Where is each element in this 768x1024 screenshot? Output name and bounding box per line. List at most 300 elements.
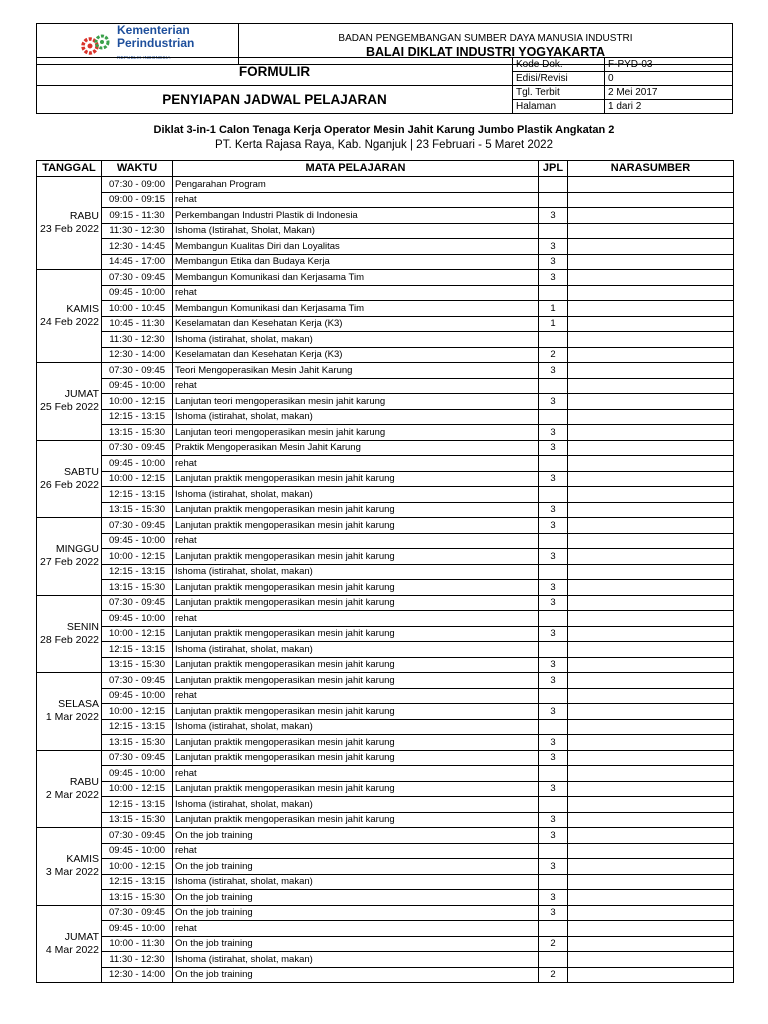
time-cell: 12:15 - 13:15 (102, 719, 173, 735)
narasumber-cell (568, 471, 734, 487)
schedule-row (37, 177, 734, 193)
narasumber-cell (568, 208, 734, 224)
schedule-row (37, 719, 734, 735)
schedule-row (37, 642, 734, 658)
date-cell (37, 750, 102, 828)
time-cell: 10:00 - 12:15 (102, 471, 173, 487)
day-name: RABU (69, 210, 99, 222)
jpl-cell: 3 (539, 394, 568, 410)
jpl-cell (539, 952, 568, 968)
jpl-cell (539, 456, 568, 472)
jpl-cell (539, 766, 568, 782)
meta-value-terbit: 2 Mei 2017 (605, 86, 733, 100)
time-cell: 12:15 - 13:15 (102, 797, 173, 813)
jpl-cell: 3 (539, 518, 568, 534)
jpl-cell (539, 285, 568, 301)
day-date: 24 Feb 2022 (40, 316, 99, 328)
gear-logo-icon (79, 32, 113, 56)
col-header-mata-pelajaran: MATA PELAJARAN (173, 161, 539, 177)
time-cell: 10:00 - 12:15 (102, 781, 173, 797)
schedule-row (37, 254, 734, 270)
schedule-row (37, 874, 734, 890)
schedule-header-row (37, 161, 734, 177)
narasumber-cell (568, 270, 734, 286)
narasumber-cell (568, 285, 734, 301)
day-date: 27 Feb 2022 (40, 556, 99, 569)
org-line-1: BADAN PENGEMBANGAN SUMBER DAYA MANUSIA INDUSTRI (338, 32, 633, 44)
schedule-row (37, 192, 734, 208)
subject-cell: Lanjutan praktik mengoperasikan mesin jahit karung (173, 471, 539, 487)
narasumber-cell (568, 626, 734, 642)
narasumber-cell (568, 735, 734, 751)
jpl-cell: 3 (539, 781, 568, 797)
subject-cell: Keselamatan dan Kesehatan Kerja (K3) (173, 347, 539, 363)
jpl-cell: 3 (539, 626, 568, 642)
narasumber-cell (568, 239, 734, 255)
narasumber-cell (568, 688, 734, 704)
jpl-cell: 3 (539, 673, 568, 689)
subject-cell: Praktik Mengoperasikan Mesin Jahit Karung (173, 440, 539, 456)
schedule-row (37, 223, 734, 239)
jpl-cell (539, 177, 568, 193)
jpl-cell: 3 (539, 750, 568, 766)
subject-cell: On the job training (173, 890, 539, 906)
schedule-row (37, 890, 734, 906)
subject-cell: Lanjutan teori mengoperasikan mesin jahit karung (173, 394, 539, 410)
date-cell (37, 177, 102, 270)
course-location-dates: PT. Kerta Rajasa Raya, Kab. Nganjuk | 23 Februari - 5 Maret 2022 (215, 139, 553, 151)
subject-cell: Ishoma (istirahat, sholat, makan) (173, 332, 539, 348)
schedule-row (37, 905, 734, 921)
subject-cell: Membangun Komunikasi dan Kerjasama Tim (173, 270, 539, 286)
jpl-cell: 1 (539, 316, 568, 332)
subject-cell: Ishoma (istirahat, sholat, makan) (173, 564, 539, 580)
logo-line-1: Kementerian (117, 23, 190, 37)
jpl-cell: 3 (539, 735, 568, 751)
narasumber-cell (568, 378, 734, 394)
date-cell (37, 440, 102, 518)
subject-cell: rehat (173, 766, 539, 782)
schedule-row (37, 301, 734, 317)
subject-cell: Lanjutan praktik mengoperasikan mesin jahit karung (173, 673, 539, 689)
narasumber-cell (568, 642, 734, 658)
day-name: SENIN (66, 620, 99, 633)
schedule-row (37, 657, 734, 673)
day-name: MINGGU (55, 543, 99, 556)
day-date: 28 Feb 2022 (40, 633, 99, 646)
subject-cell: Pengarahan Program (173, 177, 539, 193)
subject-cell: Ishoma (Istirahat, Sholat, Makan) (173, 223, 539, 239)
time-cell: 09:45 - 10:00 (102, 533, 173, 549)
narasumber-cell (568, 874, 734, 890)
narasumber-cell (568, 347, 734, 363)
schedule-row (37, 750, 734, 766)
meta-label-kode: Kode Dok. (513, 58, 605, 72)
narasumber-cell (568, 580, 734, 596)
schedule-row (37, 425, 734, 441)
day-date: 26 Feb 2022 (40, 478, 99, 491)
narasumber-cell (568, 781, 734, 797)
jpl-cell: 3 (539, 471, 568, 487)
day-name: KAMIS (66, 303, 99, 315)
narasumber-cell (568, 549, 734, 565)
time-cell: 07:30 - 09:00 (102, 177, 173, 193)
time-cell: 14:45 - 17:00 (102, 254, 173, 270)
logo-line-2: Perindustrian (117, 36, 195, 50)
meta-value-halaman: 1 dari 2 (605, 100, 733, 114)
time-cell: 11:30 - 12:30 (102, 952, 173, 968)
meta-label-halaman: Halaman (513, 100, 605, 114)
subject-cell: Ishoma (istirahat, sholat, makan) (173, 874, 539, 890)
narasumber-cell (568, 797, 734, 813)
jpl-cell: 3 (539, 657, 568, 673)
day-date: 4 Mar 2022 (45, 943, 99, 956)
time-cell: 10:00 - 12:15 (102, 859, 173, 875)
schedule-row (37, 781, 734, 797)
meta-label-edisi: Edisi/Revisi (513, 72, 605, 86)
jpl-cell: 2 (539, 936, 568, 952)
narasumber-cell (568, 533, 734, 549)
narasumber-cell (568, 316, 734, 332)
date-cell (37, 270, 102, 363)
schedule-row (37, 363, 734, 379)
schedule-row (37, 502, 734, 518)
schedule-row (37, 735, 734, 751)
subject-cell: Lanjutan praktik mengoperasikan mesin jahit karung (173, 781, 539, 797)
time-cell: 13:15 - 15:30 (102, 812, 173, 828)
narasumber-cell (568, 890, 734, 906)
date-cell (37, 595, 102, 673)
narasumber-cell (568, 223, 734, 239)
jpl-cell: 3 (539, 580, 568, 596)
time-cell: 13:15 - 15:30 (102, 425, 173, 441)
narasumber-cell (568, 704, 734, 720)
schedule-row (37, 332, 734, 348)
narasumber-cell (568, 673, 734, 689)
jpl-cell (539, 688, 568, 704)
narasumber-cell (568, 936, 734, 952)
col-header-jpl: JPL (539, 161, 568, 177)
subject-cell: On the job training (173, 936, 539, 952)
schedule-row (37, 859, 734, 875)
logo-line-3: REPUBLIK INDONESIA (117, 55, 171, 60)
time-cell: 09:45 - 10:00 (102, 921, 173, 937)
narasumber-cell (568, 409, 734, 425)
jpl-cell: 3 (539, 425, 568, 441)
narasumber-cell (568, 595, 734, 611)
jpl-cell (539, 642, 568, 658)
schedule-row (37, 812, 734, 828)
narasumber-cell (568, 812, 734, 828)
narasumber-cell (568, 518, 734, 534)
jpl-cell (539, 797, 568, 813)
time-cell: 10:00 - 12:15 (102, 394, 173, 410)
time-cell: 10:00 - 12:15 (102, 704, 173, 720)
time-cell: 13:15 - 15:30 (102, 735, 173, 751)
schedule-row (37, 704, 734, 720)
time-cell: 07:30 - 09:45 (102, 595, 173, 611)
day-name: JUMAT (64, 388, 99, 401)
narasumber-cell (568, 967, 734, 983)
narasumber-cell (568, 456, 734, 472)
time-cell: 09:45 - 10:00 (102, 688, 173, 704)
subject-cell: Perkembangan Industri Plastik di Indonesia (173, 208, 539, 224)
subject-cell: Keselamatan dan Kesehatan Kerja (K3) (173, 316, 539, 332)
subject-cell: rehat (173, 533, 539, 549)
schedule-row (37, 611, 734, 627)
jpl-cell: 3 (539, 828, 568, 844)
schedule-row (37, 239, 734, 255)
subject-cell: Lanjutan praktik mengoperasikan mesin jahit karung (173, 704, 539, 720)
time-cell: 07:30 - 09:45 (102, 518, 173, 534)
subject-cell: rehat (173, 843, 539, 859)
subject-cell: Lanjutan praktik mengoperasikan mesin jahit karung (173, 549, 539, 565)
time-cell: 10:00 - 10:45 (102, 301, 173, 317)
schedule-table (36, 160, 734, 983)
narasumber-cell (568, 177, 734, 193)
time-cell: 09:45 - 10:00 (102, 766, 173, 782)
subject-cell: rehat (173, 611, 539, 627)
schedule-row (37, 936, 734, 952)
day-name: JUMAT (64, 930, 99, 943)
jpl-cell (539, 192, 568, 208)
narasumber-cell (568, 859, 734, 875)
subject-cell: Lanjutan praktik mengoperasikan mesin jahit karung (173, 502, 539, 518)
date-cell (37, 363, 102, 441)
schedule-row (37, 270, 734, 286)
schedule-row (37, 394, 734, 410)
schedule-row (37, 440, 734, 456)
day-name: RABU (69, 775, 99, 788)
subject-cell: On the job training (173, 828, 539, 844)
time-cell: 09:15 - 11:30 (102, 208, 173, 224)
day-date: 2 Mar 2022 (45, 788, 99, 801)
schedule-row (37, 456, 734, 472)
subject-cell: Membangun Etika dan Budaya Kerja (173, 254, 539, 270)
jpl-cell (539, 533, 568, 549)
time-cell: 12:15 - 13:15 (102, 874, 173, 890)
jpl-cell: 3 (539, 905, 568, 921)
jpl-cell: 3 (539, 595, 568, 611)
schedule-row (37, 580, 734, 596)
subject-cell: Lanjutan praktik mengoperasikan mesin jahit karung (173, 812, 539, 828)
date-cell (37, 828, 102, 906)
time-cell: 12:15 - 13:15 (102, 564, 173, 580)
narasumber-cell (568, 254, 734, 270)
time-cell: 12:30 - 14:00 (102, 347, 173, 363)
narasumber-cell (568, 487, 734, 503)
time-cell: 07:30 - 09:45 (102, 440, 173, 456)
col-header-tanggal: TANGGAL (37, 161, 102, 177)
narasumber-cell (568, 921, 734, 937)
schedule-row (37, 626, 734, 642)
schedule-row (37, 797, 734, 813)
day-date: 23 Feb 2022 (40, 223, 99, 235)
date-cell (37, 905, 102, 983)
course-title: Diklat 3-in-1 Calon Tenaga Kerja Operator Mesin Jahit Karung Jumbo Plastik Angkatan 2 (153, 124, 615, 136)
jpl-cell (539, 487, 568, 503)
jpl-cell (539, 332, 568, 348)
formulir-title: FORMULIR (37, 58, 513, 86)
subject-cell: Ishoma (istirahat, sholat, makan) (173, 797, 539, 813)
jpl-cell: 1 (539, 301, 568, 317)
schedule-row (37, 533, 734, 549)
subject-cell: Ishoma (istirahat, sholat, makan) (173, 409, 539, 425)
narasumber-cell (568, 828, 734, 844)
time-cell: 12:15 - 13:15 (102, 409, 173, 425)
subject-cell: rehat (173, 688, 539, 704)
schedule-row (37, 595, 734, 611)
time-cell: 13:15 - 15:30 (102, 580, 173, 596)
schedule-row (37, 378, 734, 394)
jpl-cell: 3 (539, 704, 568, 720)
time-cell: 13:15 - 15:30 (102, 502, 173, 518)
narasumber-cell (568, 843, 734, 859)
jpl-cell: 3 (539, 440, 568, 456)
subject-cell: rehat (173, 378, 539, 394)
jpl-cell: 3 (539, 254, 568, 270)
schedule-row (37, 409, 734, 425)
jpl-cell: 3 (539, 890, 568, 906)
jpl-cell: 3 (539, 270, 568, 286)
subject-cell: rehat (173, 456, 539, 472)
day-date: 1 Mar 2022 (45, 711, 99, 724)
jpl-cell: 2 (539, 347, 568, 363)
narasumber-cell (568, 502, 734, 518)
subject-cell: Lanjutan praktik mengoperasikan mesin jahit karung (173, 657, 539, 673)
time-cell: 09:45 - 10:00 (102, 285, 173, 301)
time-cell: 07:30 - 09:45 (102, 828, 173, 844)
schedule-row (37, 564, 734, 580)
jpl-cell: 3 (539, 363, 568, 379)
jpl-cell: 3 (539, 549, 568, 565)
schedule-row (37, 316, 734, 332)
time-cell: 10:00 - 11:30 (102, 936, 173, 952)
time-cell: 11:30 - 12:30 (102, 223, 173, 239)
narasumber-cell (568, 952, 734, 968)
subject-cell: rehat (173, 921, 539, 937)
narasumber-cell (568, 657, 734, 673)
narasumber-cell (568, 564, 734, 580)
document-title: PENYIAPAN JADWAL PELAJARAN (37, 86, 513, 114)
narasumber-cell (568, 440, 734, 456)
time-cell: 13:15 - 15:30 (102, 657, 173, 673)
narasumber-cell (568, 363, 734, 379)
schedule-row (37, 549, 734, 565)
jpl-cell (539, 611, 568, 627)
schedule-row (37, 518, 734, 534)
narasumber-cell (568, 611, 734, 627)
time-cell: 09:45 - 10:00 (102, 456, 173, 472)
schedule-row (37, 828, 734, 844)
subject-cell: rehat (173, 285, 539, 301)
narasumber-cell (568, 394, 734, 410)
schedule-row (37, 487, 734, 503)
time-cell: 11:30 - 12:30 (102, 332, 173, 348)
meta-label-terbit: Tgl. Terbit (513, 86, 605, 100)
date-cell (37, 518, 102, 596)
jpl-cell: 3 (539, 239, 568, 255)
schedule-row (37, 967, 734, 983)
day-name: SELASA (58, 698, 99, 711)
subject-cell: Ishoma (istirahat, sholat, makan) (173, 719, 539, 735)
meta-value-edisi: 0 (605, 72, 733, 86)
time-cell: 12:15 - 13:15 (102, 642, 173, 658)
subject-cell: Lanjutan praktik mengoperasikan mesin jahit karung (173, 595, 539, 611)
jpl-cell (539, 874, 568, 890)
org-line-2: BALAI DIKLAT INDUSTRI YOGYAKARTA (365, 44, 606, 59)
jpl-cell: 3 (539, 208, 568, 224)
narasumber-cell (568, 750, 734, 766)
schedule-row (37, 688, 734, 704)
day-name: SABTU (63, 465, 99, 478)
jpl-cell (539, 843, 568, 859)
jpl-cell (539, 719, 568, 735)
time-cell: 12:30 - 14:00 (102, 967, 173, 983)
schedule-row (37, 208, 734, 224)
time-cell: 09:00 - 09:15 (102, 192, 173, 208)
jpl-cell (539, 564, 568, 580)
time-cell: 13:15 - 15:30 (102, 890, 173, 906)
subject-cell: Membangun Komunikasi dan Kerjasama Tim (173, 301, 539, 317)
narasumber-cell (568, 301, 734, 317)
subject-cell: On the job training (173, 967, 539, 983)
schedule-row (37, 766, 734, 782)
time-cell: 10:00 - 12:15 (102, 626, 173, 642)
time-cell: 12:30 - 14:45 (102, 239, 173, 255)
narasumber-cell (568, 905, 734, 921)
jpl-cell: 3 (539, 859, 568, 875)
time-cell: 12:15 - 13:15 (102, 487, 173, 503)
day-name: KAMIS (66, 853, 99, 866)
narasumber-cell (568, 332, 734, 348)
subject-cell: Lanjutan praktik mengoperasikan mesin jahit karung (173, 735, 539, 751)
subject-cell: Lanjutan praktik mengoperasikan mesin jahit karung (173, 626, 539, 642)
schedule-row (37, 952, 734, 968)
schedule-row (37, 843, 734, 859)
jpl-cell (539, 921, 568, 937)
col-header-waktu: WAKTU (102, 161, 173, 177)
subject-cell: rehat (173, 192, 539, 208)
jpl-cell: 3 (539, 502, 568, 518)
jpl-cell (539, 223, 568, 239)
jpl-cell (539, 378, 568, 394)
time-cell: 07:30 - 09:45 (102, 750, 173, 766)
day-date: 3 Mar 2022 (45, 866, 99, 879)
schedule-row (37, 347, 734, 363)
schedule-body (37, 177, 734, 983)
time-cell: 09:45 - 10:00 (102, 378, 173, 394)
time-cell: 07:30 - 09:45 (102, 363, 173, 379)
schedule-row (37, 673, 734, 689)
subject-cell: Lanjutan teori mengoperasikan mesin jahit karung (173, 425, 539, 441)
time-cell: 09:45 - 10:00 (102, 843, 173, 859)
schedule-row (37, 471, 734, 487)
col-header-narasumber: NARASUMBER (568, 161, 734, 177)
jpl-cell: 2 (539, 967, 568, 983)
narasumber-cell (568, 719, 734, 735)
time-cell: 10:45 - 11:30 (102, 316, 173, 332)
schedule-row (37, 921, 734, 937)
jpl-cell (539, 409, 568, 425)
meta-value-kode: F-PYD-03 (605, 58, 733, 72)
time-cell: 07:30 - 09:45 (102, 673, 173, 689)
date-cell (37, 673, 102, 751)
time-cell: 09:45 - 10:00 (102, 611, 173, 627)
time-cell: 10:00 - 12:15 (102, 549, 173, 565)
time-cell: 07:30 - 09:45 (102, 270, 173, 286)
subject-cell: Lanjutan praktik mengoperasikan mesin jahit karung (173, 518, 539, 534)
